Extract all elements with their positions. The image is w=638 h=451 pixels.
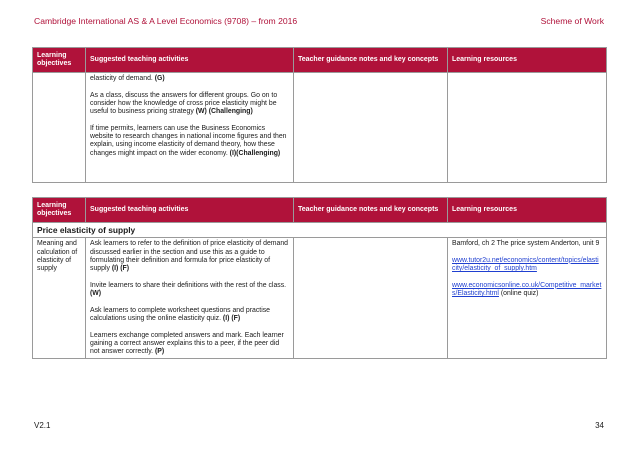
document-header-title: Cambridge International AS & A Level Economics (9708) – from 2016: [34, 16, 298, 26]
resource-link-note: (online quiz): [498, 290, 539, 298]
col-header-activities: Suggested teaching activities: [86, 198, 294, 223]
col-header-resources: Learning resources: [448, 198, 607, 223]
col-header-guidance: Teacher guidance notes and key concepts: [294, 198, 448, 223]
scheme-table: [32, 197, 607, 359]
activities-cell: [86, 238, 294, 359]
resource-link-tutor2u[interactable]: www.tutor2u.net/economics/content/topics/elasticity/elasticity_of_supply.htm: [452, 256, 599, 273]
col-header-guidance: Teacher guidance notes and key concepts: [294, 48, 448, 73]
activity-paragraph: Invite learners to share their definitions with the rest of the class. (W): [90, 281, 287, 298]
page-number: 34: [595, 421, 604, 430]
objective-cell: [33, 73, 86, 183]
activity-paragraph: Learners exchange completed answers and mark. Each learner gaining a correct answer explains this to a peer, if the peer did not answer correctly. (P): [90, 331, 284, 356]
guidance-cell: [294, 73, 448, 183]
activity-paragraph: elasticity of demand. (G): [90, 75, 165, 82]
section-heading-row: [33, 223, 607, 238]
document-header-label: Scheme of Work: [540, 16, 604, 26]
col-header-activities: Suggested teaching activities: [86, 48, 294, 73]
activity-paragraph: Ask learners to complete worksheet questions and practise calculations using the online elasticity quiz. (I) (F): [90, 306, 271, 322]
table-row: [33, 238, 607, 359]
resources-cell: [448, 238, 607, 359]
table-header-row: [33, 48, 607, 73]
resource-text: Bamford, ch 2 The price system Anderton, unit 9: [452, 240, 600, 248]
resource-link-economicsonline[interactable]: www.economicsonline.co.uk/Competitive_markets/Elasticity.html: [452, 281, 602, 298]
col-header-objectives: Learning objectives: [33, 48, 86, 73]
col-header-objectives: Learning objectives: [33, 198, 86, 223]
table-row: [33, 73, 607, 183]
objective-cell: Meaning and calculation of elasticity of supply: [33, 238, 86, 359]
activities-cell: [86, 73, 294, 183]
col-header-resources: Learning resources: [448, 48, 607, 73]
guidance-cell: [294, 238, 448, 359]
activity-paragraph: If time permits, learners can use the Business Economics website to research changes in national income figures and then explain, using income elasticity of demand theory, how these changes might impact on the wider economy. (I)(Challenging): [90, 124, 287, 157]
table-header-row: [33, 198, 607, 223]
activity-paragraph: As a class, discuss the answers for different groups. Go on to consider how the knowledge of cross price elasticity might be useful to business pricing strategy (W) (Challenging): [90, 91, 278, 116]
scheme-table-continued: [32, 47, 607, 183]
footer-version: V2.1: [34, 421, 51, 430]
activity-paragraph: Ask learners to refer to the definition of price elasticity of demand discussed earlier in the section and use this as a guide to formulating their definition and formula for price elasticity of supply (I) (F): [90, 240, 289, 273]
section-heading: Price elasticity of supply: [33, 223, 607, 238]
resources-cell: [448, 73, 607, 183]
